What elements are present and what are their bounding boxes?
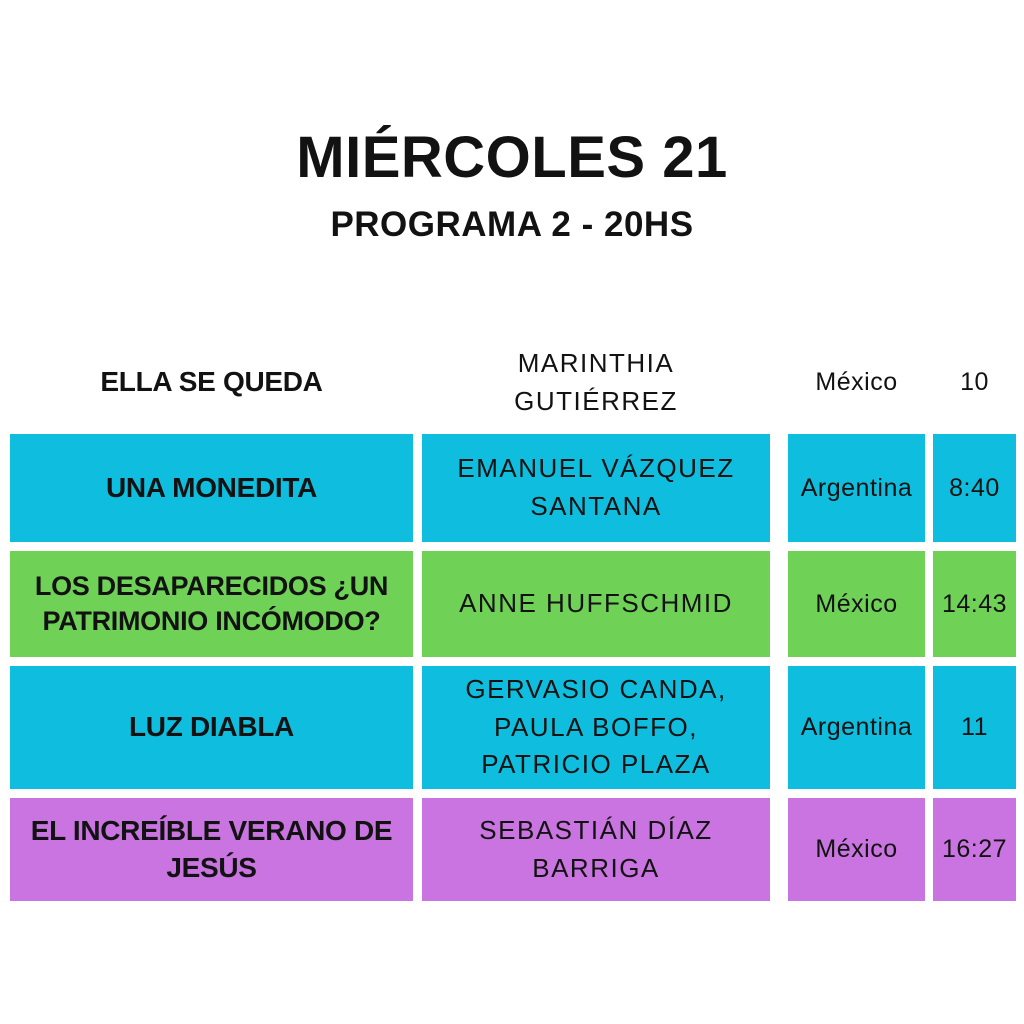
- director-name: SEBASTIÁN DÍAZ BARRIGA: [479, 814, 713, 883]
- page-subtitle: PROGRAMA 2 - 20HS: [330, 204, 694, 244]
- film-title-cell: [10, 340, 413, 425]
- duration-label: 8:40: [949, 473, 1000, 502]
- director-name: GERVASIO CANDA, PAULA BOFFO, PATRICIO PLAZA: [465, 673, 727, 780]
- country-label: México: [815, 835, 898, 863]
- country-label: Argentina: [800, 473, 913, 502]
- country-cell: [788, 666, 925, 789]
- duration-cell: [933, 666, 1016, 789]
- director-name: EMANUEL VÁZQUEZ SANTANA: [457, 453, 735, 521]
- film-title-cell: [10, 666, 413, 789]
- director-cell: [422, 666, 770, 789]
- duration-cell: [933, 434, 1016, 542]
- duration-cell: [933, 798, 1016, 901]
- country-cell: [788, 340, 925, 425]
- page-header: [0, 125, 1024, 245]
- director-name: MARINTHIA GUTIÉRREZ: [514, 347, 678, 416]
- film-title-cell: [10, 798, 413, 901]
- film-title-cell: [10, 551, 413, 657]
- director-name: ANNE HUFFSCHMID: [459, 588, 733, 619]
- duration-label: 14:43: [941, 589, 1008, 618]
- director-cell: [422, 340, 770, 425]
- country-cell: [788, 798, 925, 901]
- country-cell: [788, 434, 925, 542]
- schedule-row: [10, 340, 1016, 425]
- country-label: México: [815, 589, 898, 618]
- schedule-row: [10, 798, 1016, 901]
- director-cell: [422, 434, 770, 542]
- director-cell: [422, 551, 770, 657]
- duration-cell: [933, 340, 1016, 425]
- screening-schedule: [10, 340, 1016, 910]
- film-title: ELLA SE QUEDA: [100, 366, 323, 398]
- duration-cell: [933, 551, 1016, 657]
- schedule-row: [10, 434, 1016, 542]
- director-cell: [422, 798, 770, 901]
- duration-label: 11: [961, 713, 988, 741]
- film-title: LOS DESAPARECIDOS ¿UN PATRIMONIO INCÓMODO?: [34, 570, 389, 636]
- duration-label: 10: [960, 368, 989, 396]
- country-label: México: [815, 368, 898, 396]
- schedule-row: [10, 551, 1016, 657]
- country-cell: [788, 551, 925, 657]
- film-title: UNA MONEDITA: [105, 471, 318, 503]
- page-title: MIÉRCOLES 21: [296, 125, 728, 190]
- film-title-cell: [10, 434, 413, 542]
- film-title: LUZ DIABLA: [129, 711, 294, 743]
- duration-label: 16:27: [941, 835, 1008, 863]
- country-label: Argentina: [800, 713, 913, 741]
- schedule-row: [10, 666, 1016, 789]
- film-title: EL INCREÍBLE VERANO DE JESÚS: [30, 815, 393, 883]
